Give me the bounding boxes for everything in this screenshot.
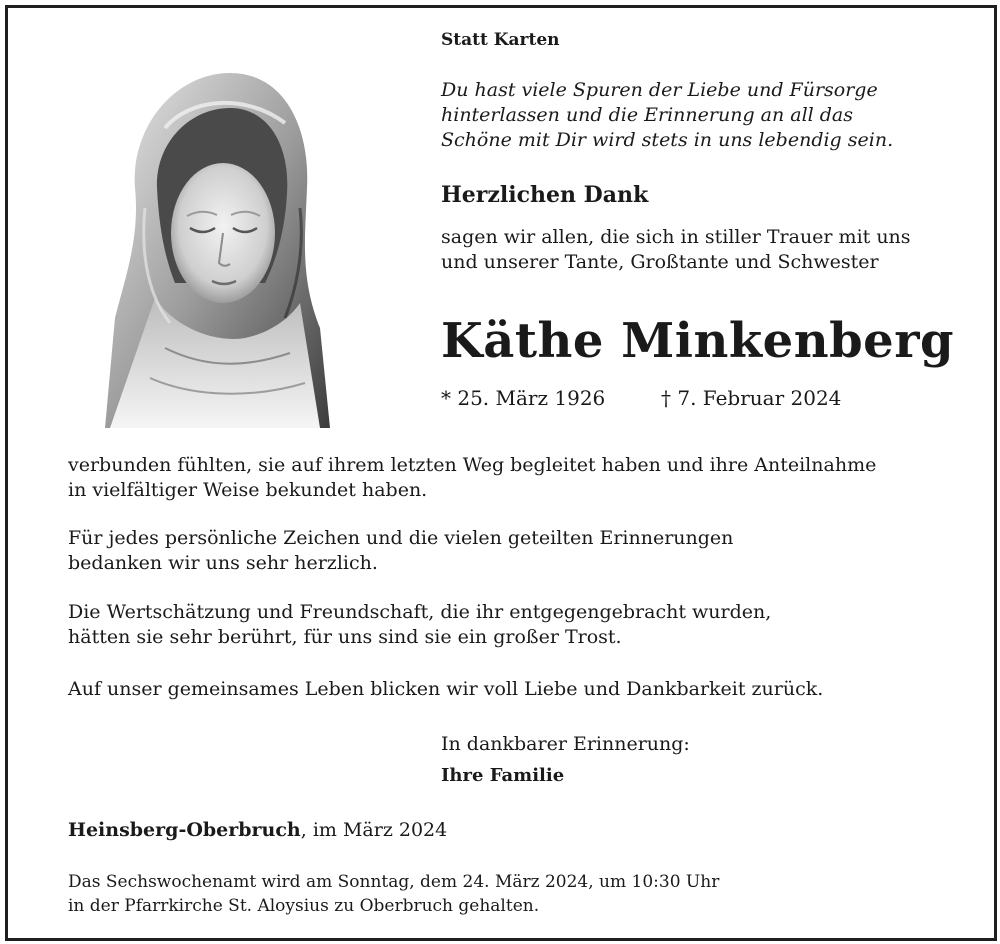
birth-date: * 25. März 1926: [441, 386, 606, 410]
mass-line: in der Pfarrkirche St. Aloysius zu Oberbruch gehalten.: [68, 896, 540, 916]
closing-line: In dankbarer Erinnerung:: [441, 733, 690, 755]
town-name: Heinsberg-Oberbruch: [68, 819, 301, 841]
paragraph-line: verbunden fühlten, sie auf ihrem letzten Weg begleitet haben und ihre Anteilnahme: [68, 454, 877, 476]
thanks-text: [441, 225, 911, 275]
madonna-pieta-icon: [95, 68, 330, 428]
paragraph-line: Für jedes persönliche Zeichen und die vielen geteilten Erinnerungen: [68, 527, 734, 549]
mass-line: Das Sechswochenamt wird am Sonntag, dem 24. März 2024, um 10:30 Uhr: [68, 872, 720, 892]
paragraph-line: Die Wertschätzung und Freundschaft, die ihr entgegengebracht wurden,: [68, 601, 772, 623]
thanks-heading: Herzlichen Dank: [441, 182, 649, 208]
paragraph-line: in vielfältiger Weise bekundet haben.: [68, 479, 428, 501]
place-date: [68, 818, 447, 843]
deceased-name: Käthe Minkenberg: [441, 313, 955, 369]
poem-line: Du hast viele Spuren der Liebe und Fürsorge: [441, 79, 878, 101]
thanks-line: sagen wir allen, die sich in stiller Trauer mit uns: [441, 226, 911, 248]
statt-karten-label: Statt Karten: [441, 30, 560, 50]
body-paragraph-4: Auf unser gemeinsames Leben blicken wir voll Liebe und Dankbarkeit zurück.: [68, 678, 824, 700]
poem-line: Schöne mit Dir wird stets in uns lebendig sein.: [441, 129, 894, 151]
body-paragraph-1: [68, 453, 876, 503]
thanks-line: und unserer Tante, Großtante und Schwester: [441, 251, 879, 273]
body-paragraph-2: [68, 526, 733, 576]
mass-announcement: [68, 870, 719, 918]
paragraph-line: bedanken wir uns sehr herzlich.: [68, 552, 378, 574]
family-signature: Ihre Familie: [441, 765, 565, 786]
death-date: † 7. Februar 2024: [661, 386, 842, 410]
place-date-text: , im März 2024: [300, 819, 448, 841]
paragraph-line: hätten sie sehr berührt, für uns sind sie ein großer Trost.: [68, 626, 622, 648]
poem-line: hinterlassen und die Erinnerung an all das: [441, 104, 854, 126]
body-paragraph-3: [68, 600, 771, 650]
memorial-poem: [441, 78, 893, 153]
